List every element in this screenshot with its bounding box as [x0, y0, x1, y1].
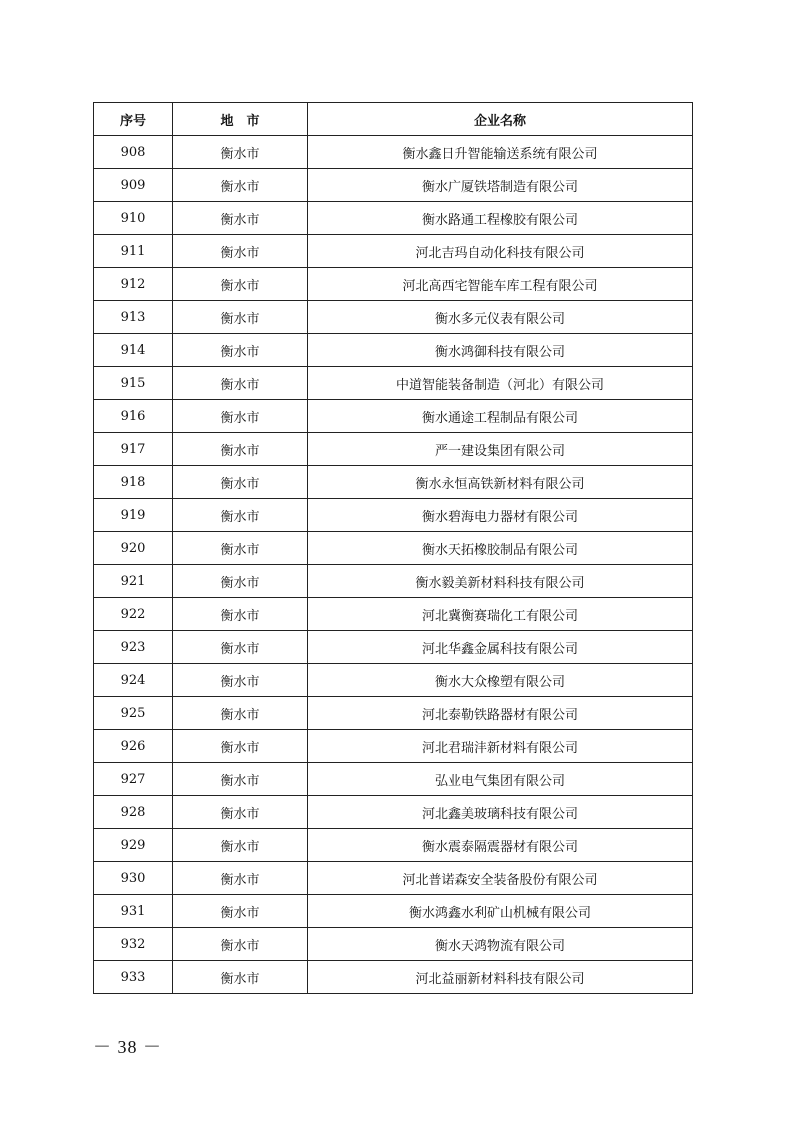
city-cell: 衡水市: [173, 697, 308, 730]
serial-number-cell: 914: [94, 334, 173, 367]
company-name-cell: 衡水鸿御科技有限公司: [308, 334, 693, 367]
company-name-cell: 衡水毅美新材料科技有限公司: [308, 565, 693, 598]
table-row: [94, 268, 693, 301]
company-name-cell: 河北益丽新材料科技有限公司: [308, 961, 693, 994]
serial-number-cell: 908: [94, 136, 173, 169]
city-cell: 衡水市: [173, 664, 308, 697]
header-company-name: 企业名称: [308, 103, 693, 136]
city-cell: 衡水市: [173, 829, 308, 862]
city-cell: 衡水市: [173, 136, 308, 169]
city-cell: 衡水市: [173, 763, 308, 796]
serial-number-cell: 910: [94, 202, 173, 235]
table-row: [94, 631, 693, 664]
city-cell: 衡水市: [173, 862, 308, 895]
table-row: [94, 895, 693, 928]
company-name-cell: 河北吉玛自动化科技有限公司: [308, 235, 693, 268]
company-name-cell: 衡水鸿鑫水利矿山机械有限公司: [308, 895, 693, 928]
city-cell: 衡水市: [173, 796, 308, 829]
company-name-cell: 衡水天拓橡胶制品有限公司: [308, 532, 693, 565]
table-row: [94, 862, 693, 895]
serial-number-cell: 909: [94, 169, 173, 202]
table-row: [94, 664, 693, 697]
city-cell: 衡水市: [173, 565, 308, 598]
serial-number-cell: 918: [94, 466, 173, 499]
city-cell: 衡水市: [173, 367, 308, 400]
city-cell: 衡水市: [173, 169, 308, 202]
city-cell: 衡水市: [173, 202, 308, 235]
serial-number-cell: 926: [94, 730, 173, 763]
table-row: [94, 301, 693, 334]
table-row: [94, 829, 693, 862]
serial-number-cell: 932: [94, 928, 173, 961]
table-row: [94, 532, 693, 565]
serial-number-cell: 924: [94, 664, 173, 697]
table-row: [94, 928, 693, 961]
serial-number-cell: 912: [94, 268, 173, 301]
company-name-cell: 衡水广厦铁塔制造有限公司: [308, 169, 693, 202]
company-name-cell: 弘业电气集团有限公司: [308, 763, 693, 796]
city-cell: 衡水市: [173, 631, 308, 664]
city-cell: 衡水市: [173, 730, 308, 763]
enterprise-table: [93, 102, 693, 994]
table-row: [94, 796, 693, 829]
city-cell: 衡水市: [173, 895, 308, 928]
table-row: [94, 730, 693, 763]
table-row: [94, 565, 693, 598]
company-name-cell: 河北普诺森安全装备股份有限公司: [308, 862, 693, 895]
company-name-cell: 衡水震泰隔震器材有限公司: [308, 829, 693, 862]
serial-number-cell: 931: [94, 895, 173, 928]
serial-number-cell: 927: [94, 763, 173, 796]
serial-number-cell: 916: [94, 400, 173, 433]
table-row: [94, 400, 693, 433]
serial-number-cell: 925: [94, 697, 173, 730]
company-name-cell: 衡水多元仪表有限公司: [308, 301, 693, 334]
city-cell: 衡水市: [173, 400, 308, 433]
serial-number-cell: 913: [94, 301, 173, 334]
city-cell: 衡水市: [173, 499, 308, 532]
company-name-cell: 河北鑫美玻璃科技有限公司: [308, 796, 693, 829]
city-cell: 衡水市: [173, 235, 308, 268]
company-name-cell: 衡水鑫日升智能输送系统有限公司: [308, 136, 693, 169]
company-name-cell: 河北华鑫金属科技有限公司: [308, 631, 693, 664]
city-cell: 衡水市: [173, 268, 308, 301]
company-name-cell: 中道智能装备制造（河北）有限公司: [308, 367, 693, 400]
table-row: [94, 499, 693, 532]
serial-number-cell: 921: [94, 565, 173, 598]
serial-number-cell: 919: [94, 499, 173, 532]
company-name-cell: 衡水路通工程橡胶有限公司: [308, 202, 693, 235]
city-cell: 衡水市: [173, 598, 308, 631]
table-row: [94, 367, 693, 400]
company-name-cell: 河北泰勒铁路器材有限公司: [308, 697, 693, 730]
city-cell: 衡水市: [173, 433, 308, 466]
table-row: [94, 334, 693, 367]
serial-number-cell: 922: [94, 598, 173, 631]
serial-number-cell: 911: [94, 235, 173, 268]
city-cell: 衡水市: [173, 466, 308, 499]
company-name-cell: 衡水天鸿物流有限公司: [308, 928, 693, 961]
table-row: [94, 961, 693, 994]
company-name-cell: 衡水碧海电力器材有限公司: [308, 499, 693, 532]
company-name-cell: 严一建设集团有限公司: [308, 433, 693, 466]
table-row: [94, 598, 693, 631]
serial-number-cell: 933: [94, 961, 173, 994]
company-name-cell: 河北高西宅智能车库工程有限公司: [308, 268, 693, 301]
serial-number-cell: 928: [94, 796, 173, 829]
serial-number-cell: 929: [94, 829, 173, 862]
table-row: [94, 202, 693, 235]
company-name-cell: 河北君瑞沣新材料有限公司: [308, 730, 693, 763]
serial-number-cell: 930: [94, 862, 173, 895]
table-header-row: [94, 103, 693, 136]
company-name-cell: 河北冀衡赛瑞化工有限公司: [308, 598, 693, 631]
city-cell: 衡水市: [173, 928, 308, 961]
table-row: [94, 235, 693, 268]
header-city: 地 市: [173, 103, 308, 136]
table-row: [94, 466, 693, 499]
page-number: － 38 －: [93, 1037, 162, 1057]
table-row: [94, 433, 693, 466]
city-cell: 衡水市: [173, 532, 308, 565]
serial-number-cell: 917: [94, 433, 173, 466]
city-cell: 衡水市: [173, 334, 308, 367]
serial-number-cell: 915: [94, 367, 173, 400]
city-cell: 衡水市: [173, 961, 308, 994]
serial-number-cell: 920: [94, 532, 173, 565]
header-serial-number: 序号: [94, 103, 173, 136]
table-row: [94, 763, 693, 796]
table-row: [94, 697, 693, 730]
company-name-cell: 衡水通途工程制品有限公司: [308, 400, 693, 433]
table-row: [94, 136, 693, 169]
serial-number-cell: 923: [94, 631, 173, 664]
company-name-cell: 衡水永恒高铁新材料有限公司: [308, 466, 693, 499]
city-cell: 衡水市: [173, 301, 308, 334]
table-body: [94, 136, 693, 994]
company-name-cell: 衡水大众橡塑有限公司: [308, 664, 693, 697]
table-row: [94, 169, 693, 202]
